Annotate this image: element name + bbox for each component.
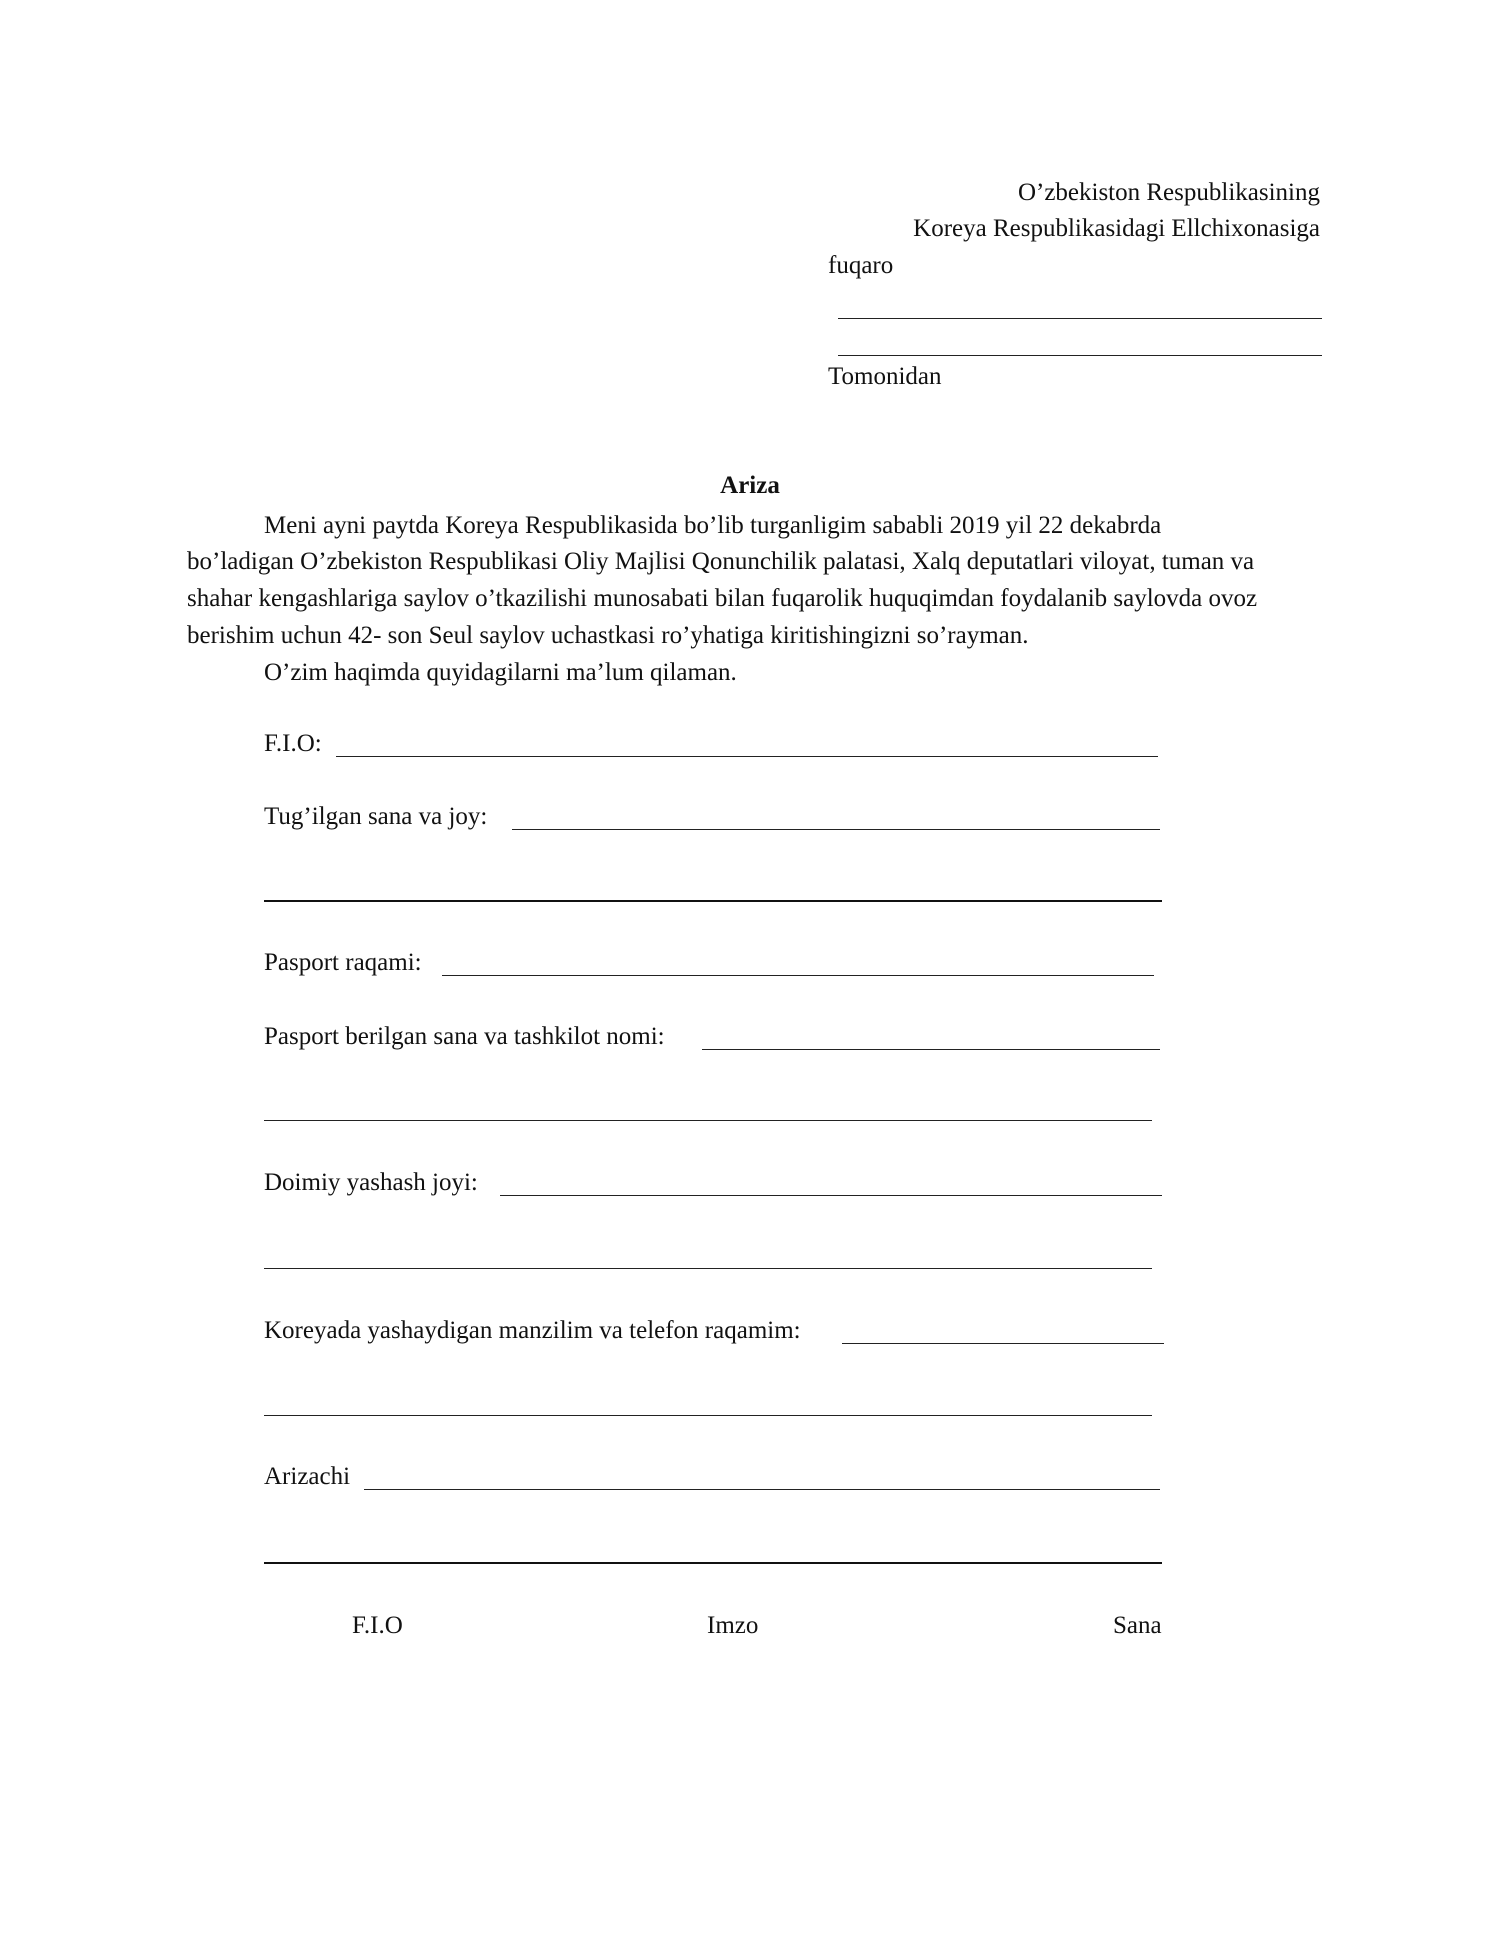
field-line-applicant[interactable] [364, 1489, 1160, 1490]
field-line-birth[interactable] [512, 829, 1160, 830]
header-name-line-2[interactable] [838, 355, 1322, 356]
field-line-passport-issued[interactable] [702, 1049, 1160, 1050]
header-line-citizen: fuqaro [828, 252, 894, 279]
field-line-passport-number[interactable] [442, 975, 1154, 976]
field-label-residence: Doimiy yashash joyi: [264, 1169, 478, 1196]
signature-caption-sign: Imzo [707, 1612, 759, 1639]
signature-caption-date: Sana [1113, 1612, 1162, 1639]
field-label-korea-address: Koreyada yashaydigan manzilim va telefon raqamim: [264, 1317, 801, 1344]
body-line-5: O’zim haqimda quyidagilarni ma’lum qilaman. [264, 659, 737, 686]
field-line-fio[interactable] [336, 756, 1158, 757]
header-line-embassy: Koreya Respublikasidagi Ellchixonasiga [913, 215, 1320, 242]
field-line-korea-address-continued[interactable] [264, 1415, 1152, 1416]
field-line-residence[interactable] [500, 1195, 1162, 1196]
body-line-4: berishim uchun 42- son Seul saylov uchastkasi ro’yhatiga kiritishingizni so’rayman. [187, 622, 1029, 649]
signature-caption-fio: F.I.O [352, 1612, 403, 1639]
signature-line[interactable] [264, 1562, 1162, 1564]
field-label-passport-number: Pasport raqami: [264, 949, 422, 976]
field-line-residence-continued[interactable] [264, 1268, 1152, 1269]
header-name-line-1[interactable] [838, 318, 1322, 319]
body-line-2: bo’ladigan O’zbekiston Respublikasi Oliy Majlisi Qonunchilik palatasi, Xalq deputatlari viloyat, tuman va [187, 548, 1255, 575]
field-line-birth-continued[interactable] [264, 900, 1162, 902]
field-label-birth: Tug’ilgan sana va joy: [264, 803, 488, 830]
field-label-fio: F.I.O: [264, 730, 322, 757]
body-line-1: Meni ayni paytda Koreya Respublikasida bo’lib turganligim sababli 2019 yil 22 dekabrda [264, 512, 1162, 539]
field-label-applicant: Arizachi [264, 1463, 351, 1490]
field-label-passport-issued: Pasport berilgan sana va tashkilot nomi: [264, 1023, 665, 1050]
header-line-republic: O’zbekiston Respublikasining [1017, 179, 1320, 206]
page-title: Ariza [720, 472, 780, 499]
body-line-3: shahar kengashlariga saylov o’tkazilishi munosabati bilan fuqarolik huquqimdan foydalanib saylovda ovoz [187, 585, 1258, 612]
field-line-passport-issued-continued[interactable] [264, 1120, 1152, 1121]
header-line-from: Tomonidan [828, 363, 942, 390]
field-line-korea-address[interactable] [842, 1343, 1164, 1344]
